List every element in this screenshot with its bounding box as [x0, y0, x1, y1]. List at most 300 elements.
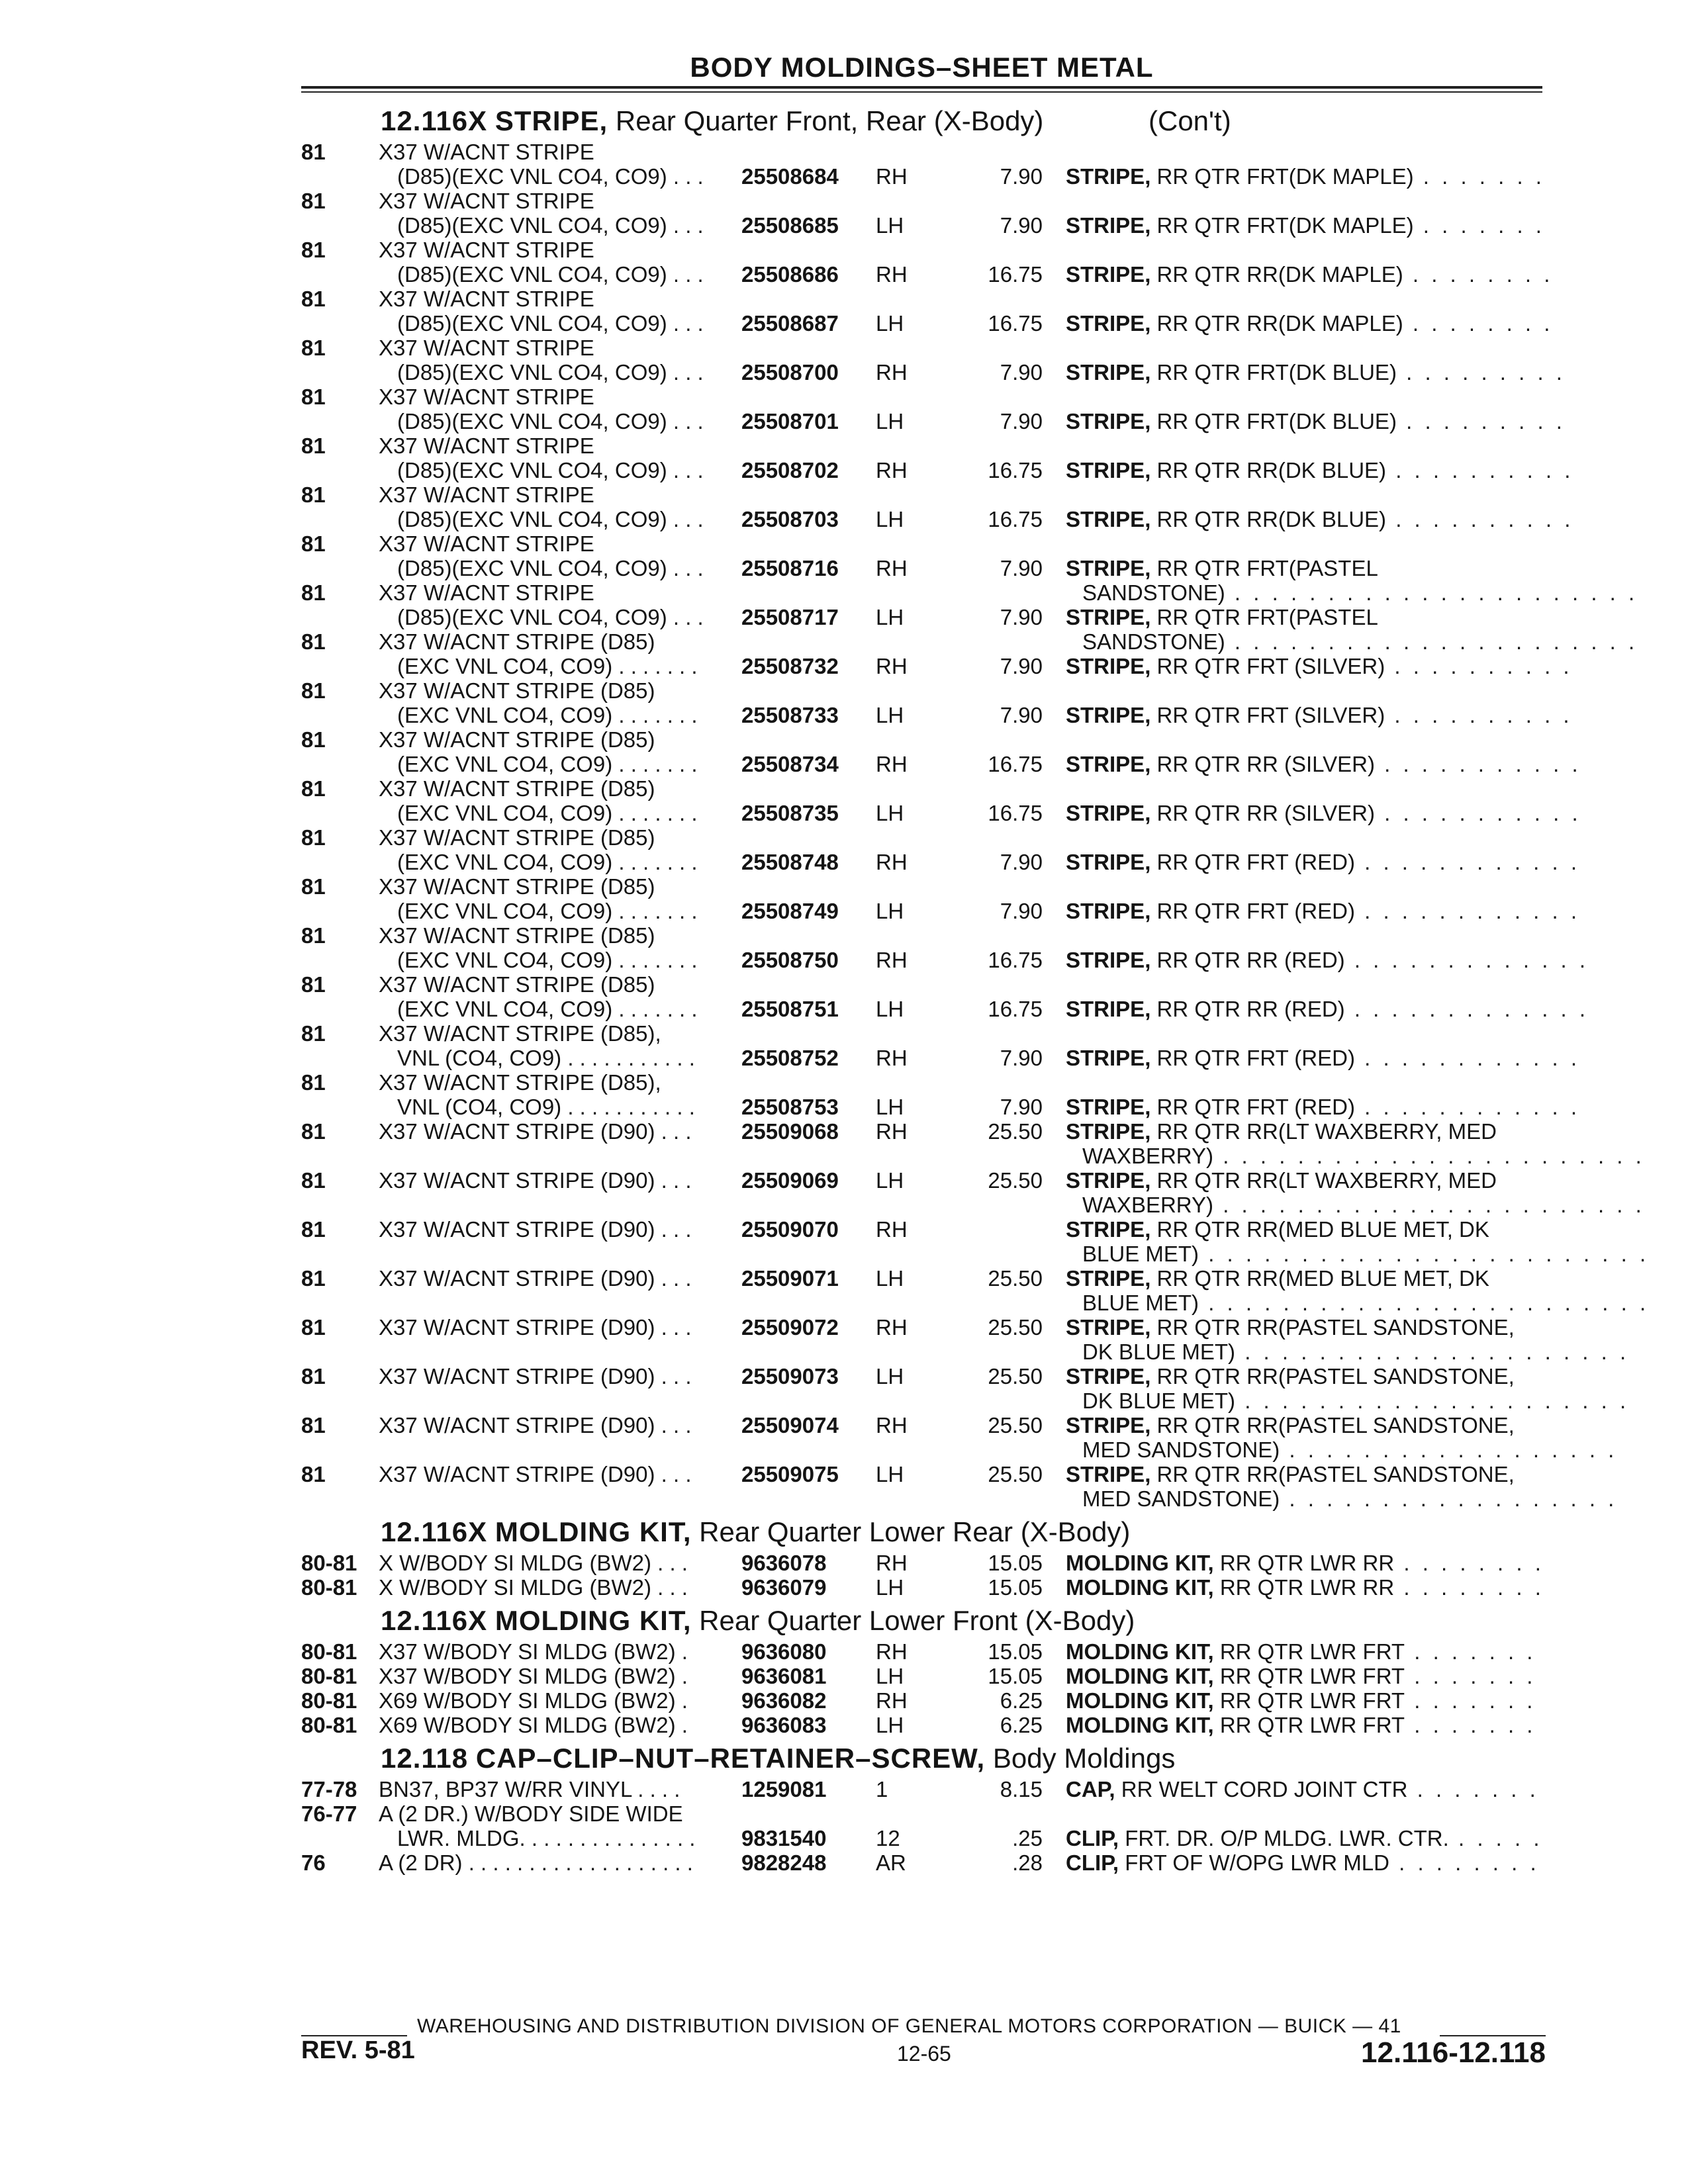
description-text-2: BLUE MET): [1082, 1242, 1199, 1266]
description-line: [1066, 850, 1581, 874]
table-row: [301, 1364, 1630, 1413]
model-year: 81: [301, 1266, 326, 1291]
model-year: 81: [301, 1217, 326, 1242]
description-text: RR QTR RR (RED): [1150, 997, 1345, 1021]
page-title: BODY MOLDINGS–SHEET METAL: [690, 52, 1154, 83]
description-text: RR QTR FRT(DK MAPLE): [1150, 164, 1414, 189]
part-number: 25509075: [741, 1462, 839, 1486]
model-year: 81: [301, 531, 326, 556]
application-line: X37 W/ACNT STRIPE (D90) . . .: [379, 1217, 692, 1242]
description: [1066, 1095, 1581, 1119]
quantity-side: LH: [876, 1095, 904, 1119]
section-name: STRIPE,: [494, 105, 608, 136]
table-row: [301, 1119, 1645, 1168]
leader-dots: . . . . . . . . . . .: [1374, 752, 1581, 776]
description-text-2: WAXBERRY): [1082, 1144, 1214, 1168]
section-title: [301, 1740, 1546, 1777]
description: [1066, 801, 1581, 825]
leader-dots: . . . . . . . . . . . .: [1354, 1046, 1581, 1070]
description: [1066, 752, 1581, 776]
description-text: RR QTR RR(DK BLUE): [1150, 458, 1387, 482]
model-year: 81: [301, 678, 326, 703]
description: [1066, 1266, 1650, 1315]
part-number: 25509070: [741, 1217, 839, 1242]
leader-dots: . . . . . . . . . . . .: [1354, 899, 1581, 923]
application: [379, 776, 723, 825]
description-keyword: STRIPE,: [1066, 1413, 1151, 1437]
application-line-2: (D85)(EXC VNL CO4, CO9) . . .: [397, 164, 704, 189]
leader-dots: . . . . . . . . . . . . . . . . . .: [1280, 1437, 1618, 1462]
description-line: [1066, 1688, 1546, 1713]
quantity-side: LH: [876, 1575, 904, 1600]
model-year: 81: [301, 1119, 326, 1144]
description-keyword: STRIPE,: [1066, 1095, 1151, 1119]
description-line-2: [1066, 1193, 1645, 1217]
description-keyword: STRIPE,: [1066, 1266, 1151, 1291]
description-text: RR QTR LWR FRT: [1213, 1664, 1405, 1688]
description-text-2: SANDSTONE): [1082, 580, 1225, 605]
quantity-side: LH: [876, 409, 904, 433]
quantity-side: RH: [876, 1413, 908, 1437]
section-name: MOLDING KIT,: [494, 1605, 692, 1636]
description-line-2: [1066, 1144, 1645, 1168]
description-keyword: STRIPE,: [1066, 311, 1151, 336]
price: 25.50: [988, 1364, 1043, 1388]
description: [1066, 458, 1574, 482]
description-keyword: STRIPE,: [1066, 1315, 1151, 1340]
description-keyword: STRIPE,: [1066, 703, 1151, 727]
model-year: 80-81: [301, 1551, 357, 1575]
table-row: [301, 482, 1574, 531]
price: 7.90: [1000, 899, 1043, 923]
section-number: 12.116X: [381, 1605, 488, 1636]
quantity-side: LH: [876, 801, 904, 825]
description-keyword: MOLDING KIT,: [1066, 1713, 1214, 1737]
quantity-side: LH: [876, 311, 904, 336]
application-line-2: LWR. MLDG. . . . . . . . . . . . . . .: [397, 1826, 696, 1850]
leader-dots: . . . . . . . .: [1389, 1850, 1540, 1875]
application-line: X37 W/BODY SI MLDG (BW2) .: [379, 1664, 688, 1688]
price: 6.25: [1000, 1688, 1043, 1713]
table-row: [301, 874, 1581, 923]
quantity-side: LH: [876, 1168, 904, 1193]
section-number: 12.116X: [381, 1516, 488, 1547]
price: 25.50: [988, 1168, 1043, 1193]
description-text: RR QTR FRT (RED): [1150, 850, 1355, 874]
part-number: 9636079: [741, 1575, 827, 1600]
leader-dots: . . . . . . . . . . . .: [1354, 1095, 1581, 1119]
description-text: RR QTR RR(DK BLUE): [1150, 507, 1387, 531]
description-text-2: BLUE MET): [1082, 1291, 1199, 1315]
model-year: 81: [301, 1315, 326, 1340]
part-number: 25508703: [741, 507, 839, 531]
description: [1066, 997, 1589, 1021]
quantity-side: RH: [876, 654, 908, 678]
price: 7.90: [1000, 1095, 1043, 1119]
leader-dots: . . . . . . . . .: [1396, 360, 1566, 385]
application-line: X W/BODY SI MLDG (BW2) . . .: [379, 1575, 688, 1600]
leader-dots: . . . . . . . . . . . . . . . . . . . . . .: [1225, 629, 1638, 654]
application-line-2: (D85)(EXC VNL CO4, CO9) . . .: [397, 409, 704, 433]
leader-dots: . . . . . . . .: [1394, 1551, 1544, 1575]
table-row: [301, 1168, 1645, 1217]
application-line: X37 W/ACNT STRIPE (D90) . . .: [379, 1462, 692, 1486]
application-line-2: (EXC VNL CO4, CO9) . . . . . . .: [397, 752, 698, 776]
leader-dots: . . . . . . . . . . . . . . . . . . . . .: [1235, 1388, 1630, 1413]
leader-dots: . . . . .: [1448, 1826, 1543, 1850]
part-number: 25508684: [741, 164, 839, 189]
application-line: X37 W/ACNT STRIPE (D90) . . .: [379, 1119, 692, 1144]
leader-dots: . . . . . . . . . . . . . . . . . . . . .: [1235, 1340, 1630, 1364]
description-line: [1066, 409, 1566, 433]
description-keyword: STRIPE,: [1066, 1168, 1151, 1193]
description-line: [1066, 458, 1574, 482]
price: 25.50: [988, 1119, 1043, 1144]
model-year: 81: [301, 972, 326, 997]
table-row: [301, 238, 1554, 287]
description: [1066, 1575, 1546, 1600]
section-title: [301, 103, 1546, 140]
model-year: 81: [301, 1070, 326, 1095]
description-keyword: STRIPE,: [1066, 1462, 1151, 1486]
quantity-side: 1: [876, 1777, 888, 1801]
description-text-2: MED SANDSTONE): [1082, 1437, 1280, 1462]
price: 7.90: [1000, 164, 1043, 189]
description: [1066, 1168, 1645, 1217]
leader-dots: . . . . . . .: [1405, 1688, 1536, 1713]
quantity-side: LH: [876, 899, 904, 923]
price: 6.25: [1000, 1713, 1043, 1737]
quantity-side: RH: [876, 556, 908, 580]
table-row: [301, 972, 1589, 1021]
table-row: [301, 727, 1581, 776]
description-text: RR QTR RR(DK MAPLE): [1150, 311, 1403, 336]
description: [1066, 409, 1566, 433]
description-text: RR QTR RR (SILVER): [1150, 801, 1375, 825]
description: [1066, 1364, 1630, 1413]
application: [379, 1688, 723, 1713]
leader-dots: . . . . . . .: [1405, 1664, 1536, 1688]
section-subtitle: Rear Quarter Lower Rear (X-Body): [691, 1516, 1131, 1547]
model-year: 81: [301, 629, 326, 654]
description-keyword: STRIPE,: [1066, 1119, 1151, 1144]
leader-dots: . . . . . . . . . . . . . . . . . . . . . . .: [1213, 1193, 1645, 1217]
description-text: RR QTR RR(PASTEL SANDSTONE,: [1150, 1315, 1515, 1340]
model-year: 81: [301, 336, 326, 360]
description-line: [1066, 654, 1573, 678]
application: [379, 140, 723, 189]
table-row: [301, 1462, 1618, 1511]
price: 8.15: [1000, 1777, 1043, 1801]
leader-dots: . . . . . . . . . . . . .: [1344, 997, 1589, 1021]
description-text: RR QTR LWR FRT: [1213, 1713, 1405, 1737]
quantity-side: AR: [876, 1850, 906, 1875]
leader-dots: . . . . . . .: [1413, 213, 1545, 238]
description: [1066, 1119, 1645, 1168]
table-row: [301, 776, 1581, 825]
model-year: 81: [301, 189, 326, 213]
application: [379, 1217, 723, 1242]
description: [1066, 1413, 1618, 1462]
application-line-2: (EXC VNL CO4, CO9) . . . . . . .: [397, 997, 698, 1021]
model-year: 80-81: [301, 1639, 357, 1664]
application-line: X37 W/ACNT STRIPE (D85): [379, 825, 655, 850]
description-line: [1066, 1315, 1546, 1340]
model-year: 81: [301, 287, 326, 311]
leader-dots: . . . . . . . . .: [1396, 409, 1566, 433]
table-row: [301, 1575, 1546, 1600]
application-line: X69 W/BODY SI MLDG (BW2) .: [379, 1688, 688, 1713]
description-keyword: STRIPE,: [1066, 801, 1151, 825]
price: 15.05: [988, 1639, 1043, 1664]
price: 7.90: [1000, 360, 1043, 385]
description-text: RR QTR FRT (SILVER): [1150, 703, 1385, 727]
application-line: A (2 DR.) W/BODY SIDE WIDE: [379, 1801, 683, 1826]
leader-dots: . . . . . . .: [1405, 1639, 1536, 1664]
part-number: 9636083: [741, 1713, 827, 1737]
description-line: [1066, 1413, 1546, 1437]
quantity-side: RH: [876, 850, 908, 874]
description-text-2: MED SANDSTONE): [1082, 1486, 1280, 1511]
description-line: [1066, 1713, 1546, 1737]
application: [379, 1850, 723, 1875]
description-line: [1066, 1826, 1546, 1850]
application-line: X37 W/ACNT STRIPE: [379, 238, 594, 262]
application-line-2: (D85)(EXC VNL CO4, CO9) . . .: [397, 458, 704, 482]
description-text: RR QTR FRT(PASTEL: [1150, 556, 1378, 580]
description: [1066, 1826, 1546, 1850]
description-text: RR QTR FRT (SILVER): [1150, 654, 1385, 678]
table-row: [301, 531, 1638, 605]
application-line-2: (EXC VNL CO4, CO9) . . . . . . .: [397, 948, 698, 972]
description-keyword: MOLDING KIT,: [1066, 1664, 1214, 1688]
leader-dots: . . . . . . .: [1407, 1777, 1539, 1801]
part-number: 25509069: [741, 1168, 839, 1193]
description-line: [1066, 948, 1589, 972]
description-line: [1066, 1266, 1546, 1291]
description-text-2: DK BLUE MET): [1082, 1388, 1236, 1413]
description: [1066, 360, 1566, 385]
description-line: [1066, 1168, 1546, 1193]
quantity-side: LH: [876, 1364, 904, 1388]
section-continued: (Con't): [1149, 105, 1231, 136]
application-line: X37 W/ACNT STRIPE (D85): [379, 874, 655, 899]
application: [379, 1266, 723, 1291]
description: [1066, 948, 1589, 972]
description-text: RR QTR FRT(DK BLUE): [1150, 360, 1397, 385]
leader-dots: . . . . . . . . . . . .: [1354, 850, 1581, 874]
description-keyword: CAP,: [1066, 1777, 1115, 1801]
description-keyword: STRIPE,: [1066, 1046, 1151, 1070]
model-year: 81: [301, 727, 326, 752]
table-row: [301, 1070, 1581, 1119]
application-line-2: (EXC VNL CO4, CO9) . . . . . . .: [397, 703, 698, 727]
leader-dots: . . . . . . .: [1405, 1713, 1536, 1737]
application-line-2: (EXC VNL CO4, CO9) . . . . . . .: [397, 850, 698, 874]
description-line: [1066, 997, 1589, 1021]
description-line: [1066, 164, 1546, 189]
application-line: BN37, BP37 W/RR VINYL . . . .: [379, 1777, 680, 1801]
part-number: 9636080: [741, 1639, 827, 1664]
application: [379, 1119, 723, 1144]
description-line: [1066, 1575, 1546, 1600]
application-line: X37 W/ACNT STRIPE (D85): [379, 678, 655, 703]
description-keyword: CLIP,: [1066, 1826, 1119, 1850]
leader-dots: . . . . . . . . . . . . .: [1344, 948, 1589, 972]
table-row: [301, 580, 1638, 654]
application: [379, 1070, 723, 1119]
quantity-side: RH: [876, 360, 908, 385]
model-year: 81: [301, 580, 326, 605]
table-row: [301, 678, 1573, 727]
description-line: [1066, 1850, 1546, 1875]
description-line: [1066, 801, 1581, 825]
part-number: 25508753: [741, 1095, 839, 1119]
description-text: RR QTR FRT(PASTEL: [1150, 605, 1378, 629]
description-text: RR QTR RR(PASTEL SANDSTONE,: [1150, 1364, 1515, 1388]
description-text: RR QTR RR(PASTEL SANDSTONE,: [1150, 1462, 1515, 1486]
description-keyword: MOLDING KIT,: [1066, 1551, 1214, 1575]
application-line: X37 W/ACNT STRIPE (D90) . . .: [379, 1168, 692, 1193]
application: [379, 385, 723, 433]
application: [379, 1639, 723, 1664]
application: [379, 1315, 723, 1340]
price: 7.90: [1000, 409, 1043, 433]
price: 7.90: [1000, 605, 1043, 629]
price: 16.75: [988, 948, 1043, 972]
header-rule-thin: [301, 91, 1542, 93]
table-row: [301, 385, 1566, 433]
part-number: 25508702: [741, 458, 839, 482]
model-year: 80-81: [301, 1575, 357, 1600]
page-header: [301, 52, 1542, 93]
description: [1066, 703, 1573, 727]
header-rule: [301, 86, 1542, 89]
application: [379, 189, 723, 238]
model-year: 80-81: [301, 1664, 357, 1688]
footer-division-line: WAREHOUSING AND DISTRIBUTION DIVISION OF GENERAL MOTORS CORPORATION — BUICK — 41: [417, 2015, 1401, 2037]
leader-dots: . . . . . . . . . . . . . . . . . . . . . .: [1225, 580, 1638, 605]
application-line: X37 W/ACNT STRIPE (D85): [379, 727, 655, 752]
quantity-side: RH: [876, 1551, 908, 1575]
description-keyword: STRIPE,: [1066, 556, 1151, 580]
quantity-side: RH: [876, 948, 908, 972]
application-line-2: (D85)(EXC VNL CO4, CO9) . . .: [397, 311, 704, 336]
model-year: 81: [301, 874, 326, 899]
application: [379, 972, 723, 1021]
description-keyword: STRIPE,: [1066, 899, 1151, 923]
application: [379, 1462, 723, 1486]
table-row: [301, 1688, 1546, 1713]
description-text: RR QTR LWR RR: [1213, 1551, 1395, 1575]
description-text: RR QTR FRT(DK BLUE): [1150, 409, 1397, 433]
description-line: [1066, 1551, 1546, 1575]
model-year: 81: [301, 1462, 326, 1486]
section-title: [301, 1514, 1546, 1551]
description: [1066, 1777, 1546, 1801]
price: 16.75: [988, 507, 1043, 531]
table-row: [301, 287, 1554, 336]
description-text: RR QTR FRT (RED): [1150, 899, 1355, 923]
section-number: 12.116X: [381, 105, 488, 136]
revision-label: REV. 5-81: [301, 2036, 415, 2064]
model-year: 81: [301, 433, 326, 458]
leader-dots: . . . . . . . .: [1403, 311, 1554, 336]
part-number: 25508716: [741, 556, 839, 580]
description: [1066, 262, 1554, 287]
description-line: [1066, 1046, 1581, 1070]
description-text: RR QTR LWR RR: [1213, 1575, 1395, 1600]
application-line-2: (D85)(EXC VNL CO4, CO9) . . .: [397, 507, 704, 531]
quantity-side: LH: [876, 507, 904, 531]
description-line: [1066, 1462, 1546, 1486]
quantity-side: LH: [876, 1664, 904, 1688]
description-keyword: STRIPE,: [1066, 164, 1151, 189]
application-line: X37 W/ACNT STRIPE (D85): [379, 629, 655, 654]
application-line: X37 W/ACNT STRIPE (D90) . . .: [379, 1413, 692, 1437]
part-number: 25508749: [741, 899, 839, 923]
application: [379, 531, 723, 580]
application: [379, 287, 723, 336]
description-line: [1066, 1639, 1546, 1664]
table-row: [301, 336, 1566, 385]
price: 15.05: [988, 1575, 1043, 1600]
quantity-side: RH: [876, 1217, 908, 1242]
part-number: 25508685: [741, 213, 839, 238]
application-line-2: (EXC VNL CO4, CO9) . . . . . . .: [397, 801, 698, 825]
description-line: [1066, 703, 1573, 727]
application-line: X37 W/ACNT STRIPE: [379, 140, 594, 164]
description-line: [1066, 1119, 1546, 1144]
model-year: 81: [301, 923, 326, 948]
price: 25.50: [988, 1266, 1043, 1291]
description-text-2: DK BLUE MET): [1082, 1340, 1236, 1364]
description: [1066, 1688, 1546, 1713]
application: [379, 482, 723, 531]
price: 7.90: [1000, 1046, 1043, 1070]
description-text: RR QTR RR(MED BLUE MET, DK: [1150, 1266, 1489, 1291]
quantity-side: RH: [876, 1688, 908, 1713]
description-text: RR QTR RR(MED BLUE MET, DK: [1150, 1217, 1489, 1242]
model-year: 81: [301, 1413, 326, 1437]
table-row: [301, 629, 1573, 678]
leader-dots: . . . . . . . . . .: [1385, 654, 1573, 678]
description-text: RR QTR RR (SILVER): [1150, 752, 1375, 776]
application: [379, 923, 723, 972]
price: 7.90: [1000, 213, 1043, 238]
description-text: FRT. DR. O/P MLDG. LWR. CTR.: [1119, 1826, 1449, 1850]
description-line: [1066, 1777, 1546, 1801]
description-line: [1066, 1095, 1581, 1119]
application-line-2: VNL (CO4, CO9) . . . . . . . . . . .: [397, 1095, 695, 1119]
part-number: 25508748: [741, 850, 839, 874]
model-year: 81: [301, 776, 326, 801]
description-line-2: [1066, 1340, 1630, 1364]
model-year: 81: [301, 238, 326, 262]
part-number: 25508752: [741, 1046, 839, 1070]
page-number: 12-65: [897, 2042, 951, 2066]
part-number: 9636078: [741, 1551, 827, 1575]
application: [379, 727, 723, 776]
table-row: [301, 140, 1546, 189]
description-text: RR QTR RR(PASTEL SANDSTONE,: [1150, 1413, 1515, 1437]
description-keyword: STRIPE,: [1066, 948, 1151, 972]
part-number: 25508717: [741, 605, 839, 629]
part-number: 9636081: [741, 1664, 827, 1688]
part-number: 1259081: [741, 1777, 827, 1801]
quantity-side: RH: [876, 1046, 908, 1070]
part-number: 25508732: [741, 654, 839, 678]
